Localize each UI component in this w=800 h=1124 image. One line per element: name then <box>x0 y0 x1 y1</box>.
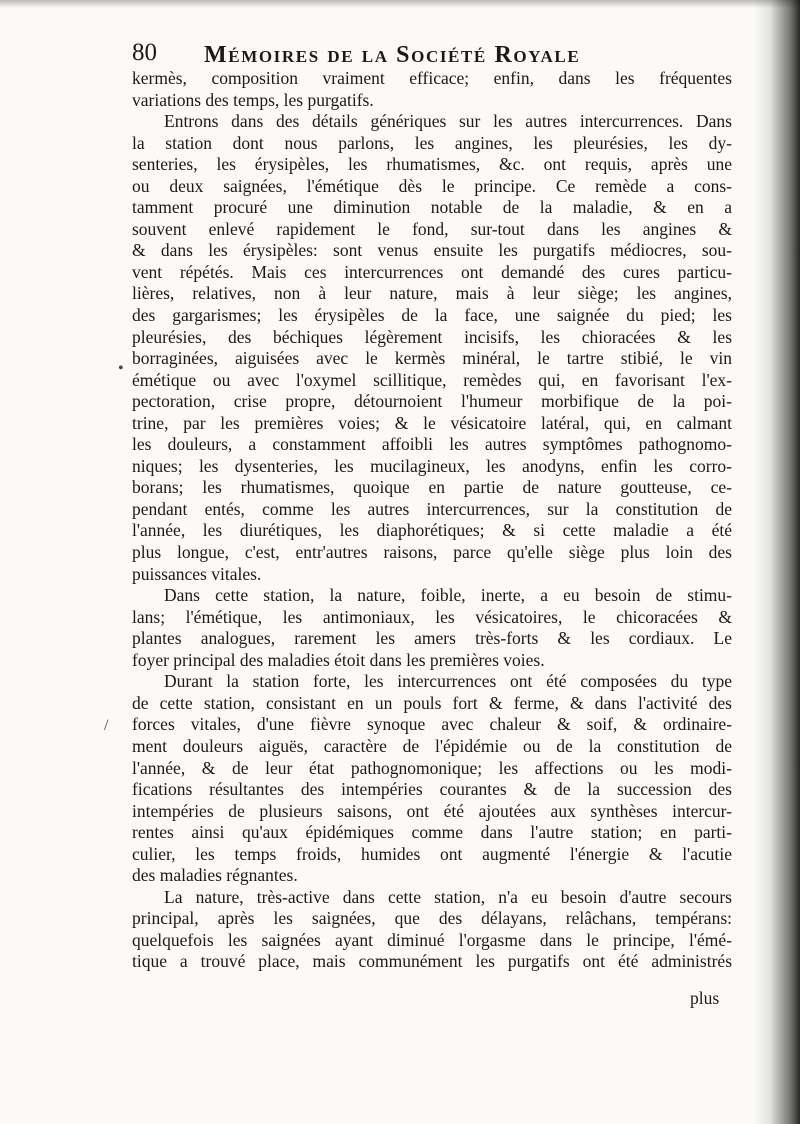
text-line: foyer principal des maladies étoit dans les premières voies. <box>132 649 545 670</box>
text-line: ment douleurs aiguës, caractère de l'épidémie ou de la constitution de <box>132 735 732 756</box>
text-line: tamment procuré une diminution notable de la maladie, & en a <box>132 197 732 218</box>
text-line: plantes analogues, rarement les amers très-forts & les cordiaux. Le <box>132 628 732 649</box>
body-text <box>132 68 732 973</box>
text-line: forces vitales, d'une fièvre synoque avec chaleur & soif, & ordinaire- <box>132 714 732 735</box>
text-line: émétique ou avec l'oxymel scillitique, remèdes qui, en favorisant l'ex- <box>132 369 732 390</box>
text-line: quelquefois les saignées ayant diminué l'orgasme dans le principe, l'émé- <box>132 929 732 950</box>
page-top-shadow <box>0 0 800 8</box>
text-line: de cette station, consistant en un pouls fort & ferme, & dans l'activité des <box>132 692 732 713</box>
text-line: ou deux saignées, l'émétique dès le principe. Ce remède a cons- <box>132 175 732 196</box>
text-line: Entrons dans des détails génériques sur les autres intercurrences. Dans <box>164 111 732 132</box>
text-line: culier, les temps froids, humides ont augmenté l'énergie & l'acutie <box>132 843 732 864</box>
text-line: Durant la station forte, les intercurrences ont été composées du type <box>164 671 732 692</box>
text-line: lières, relatives, non à leur nature, mais à leur siège; les angines, <box>132 283 732 304</box>
text-line: borraginées, aiguisées avec le kermès minéral, le tartre stibié, le vin <box>132 348 732 369</box>
text-line: variations des temps, les purgatifs. <box>132 89 374 110</box>
text-line: intempéries de plusieurs saisons, ont été ajoutées aux synthèses intercur- <box>132 800 732 821</box>
text-line: trine, par les premières voies; & le vésicatoire latéral, qui, en calmant <box>132 412 732 433</box>
text-line: senteries, les érysipèles, les rhumatismes, &c. ont requis, après une <box>132 154 732 175</box>
text-line: rentes ainsi qu'aux épidémiques comme dans l'autre station; en parti- <box>132 822 732 843</box>
text-line: tique a trouvé place, mais communément les purgatifs ont été administrés <box>132 951 732 972</box>
text-line: principal, après les saignées, que des délayans, relâchans, tempérans: <box>132 908 732 929</box>
text-line: lans; l'émétique, les antimoniaux, les vésicatoires, le chicoracées & <box>132 606 732 627</box>
running-head: Mémoires de la Société Royale <box>204 42 581 68</box>
text-line: la station dont nous parlons, les angines, les pleurésies, les dy- <box>132 132 732 153</box>
text-line: borans; les rhumatismes, quoique en partie de nature goutteuse, ce- <box>132 477 732 498</box>
margin-mark: • <box>118 360 124 377</box>
margin-mark: / <box>104 717 109 734</box>
text-line: les douleurs, a constamment affoibli les autres symptômes pathognomo- <box>132 434 732 455</box>
text-line: La nature, très-active dans cette station, n'a eu besoin d'autre secours <box>164 886 732 907</box>
text-line: vent répétés. Mais ces intercurrences ont demandé des cures particu- <box>132 261 732 282</box>
text-line: des gargarismes; les érysipèles de la face, une saignée du pied; les <box>132 305 732 326</box>
text-line: puissances vitales. <box>132 563 262 584</box>
text-line: pectoration, crise propre, détournoient l'humeur morbifique de la poi- <box>132 391 732 412</box>
text-line: & dans les érysipèles: sont venus ensuite les purgatifs médiocres, sou- <box>132 240 732 261</box>
text-line: pendant entés, comme les autres intercurrences, sur la constitution de <box>132 498 732 519</box>
text-line: Dans cette station, la nature, foible, inerte, a eu besoin de stimu- <box>164 585 732 606</box>
text-line: niques; les dysenteries, les mucilagineux, les anodyns, enfin les corro- <box>132 455 732 476</box>
text-line: plus longue, c'est, entr'autres raisons, parce qu'elle siège plus loin des <box>132 542 732 563</box>
text-line: souvent enlevé rapidement le fond, sur-tout dans les angines & <box>132 218 732 239</box>
text-line: fications résultantes des intempéries courantes & de la succession des <box>132 779 732 800</box>
text-line: kermès, composition vraiment efficace; enfin, dans les fréquentes <box>132 68 732 88</box>
text-line: l'année, & de leur état pathognomonique; les affections ou les modi- <box>132 757 732 778</box>
text-line: l'année, les diurétiques, les diaphorétiques; & si cette maladie a été <box>132 520 732 541</box>
catchword: plus <box>690 988 720 1008</box>
binding-shadow <box>754 0 800 1124</box>
text-line: des maladies régnantes. <box>132 865 298 886</box>
text-line: pleurésies, des béchiques légèrement incisifs, les chioracées & les <box>132 326 732 347</box>
page-number: 80 <box>132 39 157 66</box>
